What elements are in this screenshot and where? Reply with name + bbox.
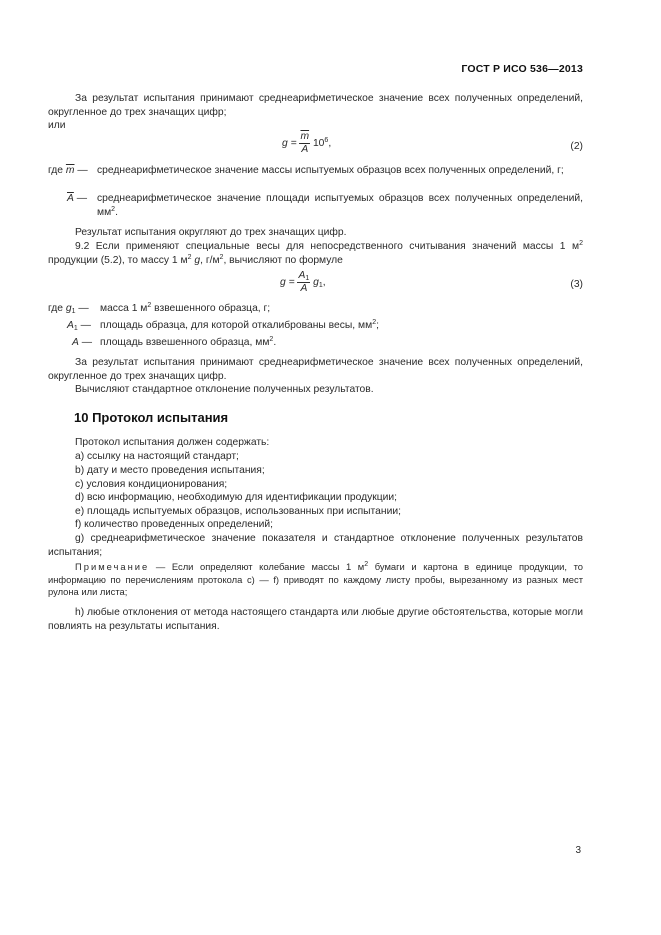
or-word: или <box>48 120 66 131</box>
protocol-note: Примечание — Если определяют колебание массы 1 $м^2$ бумаги и картона в единице продукции, то информацию по перечислениям протокола с) — f) приводят по каждому листу пробы, вырезанному из разных мест рулона или листа; <box>48 561 583 598</box>
formula-3-fraction: $\frac{A_1}{A}$ <box>298 270 310 294</box>
formula-3: g = $\frac{A_1}{A}$ $g_1$, (3) <box>280 270 583 294</box>
protocol-item-e: е) площадь испытуемых образцов, использованных при испытании; <box>75 506 401 517</box>
page-number: 3 <box>575 845 581 856</box>
formula-2-denominator: A <box>301 144 309 155</box>
formula-2-exp: 6 <box>324 137 329 145</box>
formula-2-tail: , <box>328 138 332 150</box>
result-paragraph <box>48 92 583 119</box>
def-m-symbol: $\overline{m}$ <box>65 165 75 176</box>
protocol-item-a: а) ссылку на настоящий стандарт; <box>75 451 239 462</box>
note-label: Примечание <box>75 561 150 572</box>
formula-3-lhs: g = <box>280 277 295 289</box>
protocol-item-f: f) количество проведенных определений; <box>75 519 274 530</box>
def-a-area: A — площадь взвешенного образца, $мм^2$. <box>72 336 277 348</box>
def-a-text: среднеарифметическое значение площади испытуемых образцов всех полученных определений, мм <box>97 193 583 218</box>
result-text: За результат испытания принимают среднеарифметическое значение всех полученных определений, округленное до трех значащих цифр; <box>48 93 583 118</box>
formula-3-numerator: A <box>298 270 306 281</box>
formula-2-factor: 10 <box>312 138 325 150</box>
def-g1: где $g_1$ — масса 1 $м^2$ взвешенного образца, г; <box>48 302 271 315</box>
protocol-item-g: g) среднеарифметическое значение показателя и стандартное отклонение полученных результатов испытания; <box>48 533 583 558</box>
formula-3-number: (3) <box>570 279 583 290</box>
formula-2-fraction <box>299 131 310 156</box>
def-a-symbol: $\overline{A}$ <box>67 193 74 204</box>
standard-header: ГОСТ Р ИСО 536—2013 <box>461 63 583 75</box>
rounding-text: Результат испытания округляют до трех значащих цифр. <box>75 227 347 238</box>
formula-3-var: g <box>313 277 319 289</box>
protocol-item-b: b) дату и место проведения испытания; <box>75 465 265 476</box>
result-paragraph-2: За результат испытания принимают среднеарифметическое значение всех полученных определений, округленное до трех значащих цифр. <box>48 357 583 382</box>
protocol-item-h: h) любые отклонения от метода настоящего стандарта или любые другие обстоятельства, которые могли повлиять на результаты испытания. <box>48 607 583 632</box>
clause-9-2: 9.2 Если применяют специальные весы для непосредственного считывания значений массы 1 $м^2$ продукции (5.2), то массу 1 $м^2$ g, $г/м^2$, вычисляют по формуле <box>48 240 583 266</box>
formula-2-lhs: g = <box>282 138 297 150</box>
def-a1: $A_1$ — площадь образца, для которой откалиброваны весы, $мм^2$; <box>67 319 379 332</box>
def-m: где $\overline{m}$ — среднеарифметическое значение массы испытуемых образцов всех полученных определений, г; <box>48 164 583 178</box>
formula-2-numerator: $\overline{m}$ <box>300 131 310 142</box>
formula-2 <box>48 129 583 161</box>
stddev-text: Вычисляют стандартное отклонение полученных результатов. <box>75 384 374 395</box>
formula-3-denominator: A <box>300 283 308 294</box>
protocol-item-c: с) условия кондиционирования; <box>75 479 228 490</box>
section-10-heading: 10 Протокол испытания <box>74 410 229 425</box>
def-m-text: среднеарифметическое значение массы испытуемых образцов всех полученных определений, г; <box>97 165 564 176</box>
def-a: $\overline{A}$ — среднеарифметическое значение площади испытуемых образцов всех полученных определений, $мм^2$. <box>67 193 583 218</box>
formula-2-number: (2) <box>570 141 583 152</box>
protocol-intro: Протокол испытания должен содержать: <box>75 437 270 448</box>
protocol-item-d: d) всю информацию, необходимую для идентификации продукции; <box>75 492 398 503</box>
